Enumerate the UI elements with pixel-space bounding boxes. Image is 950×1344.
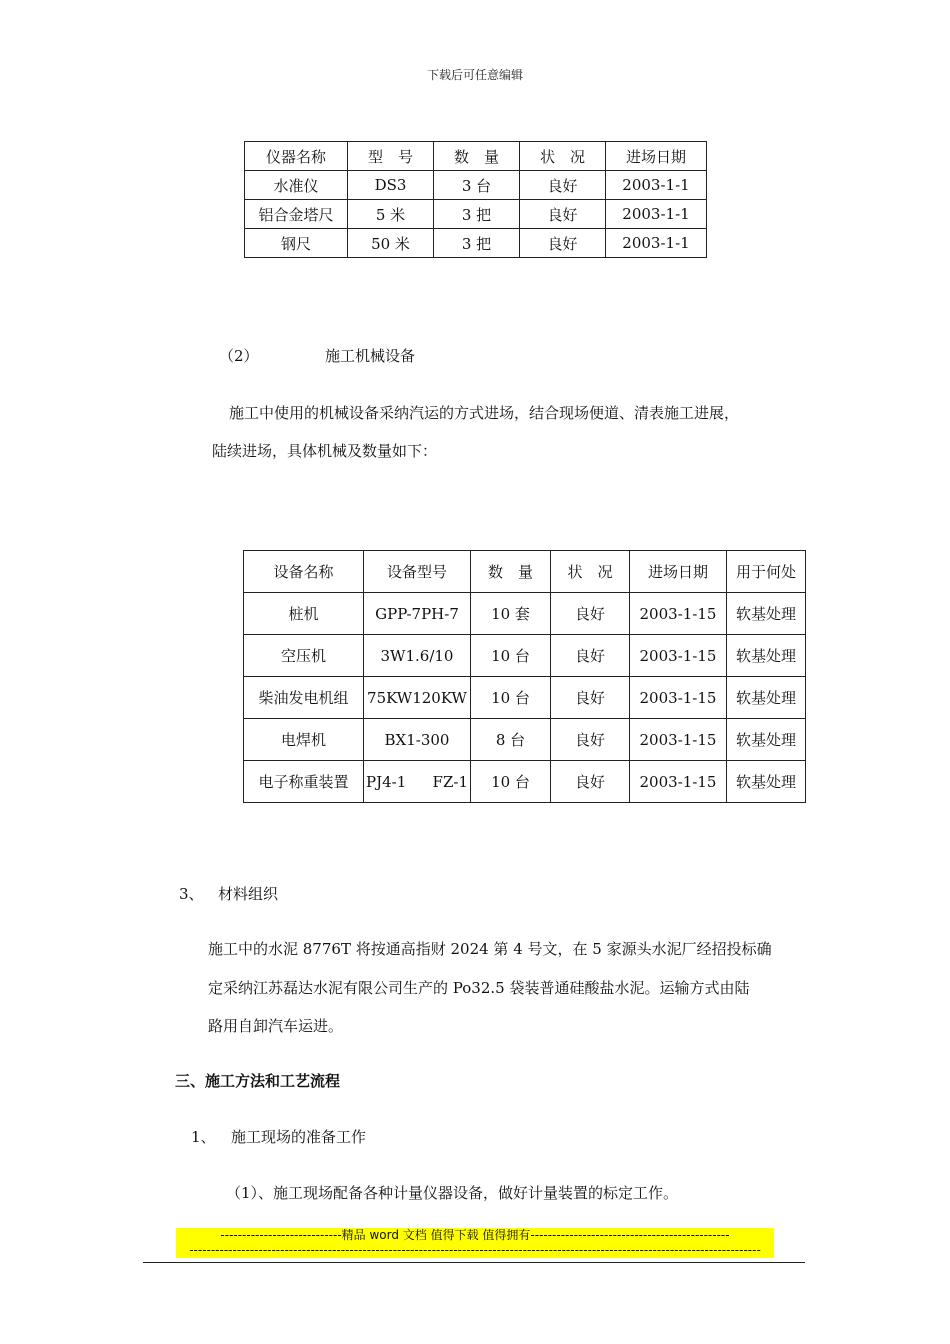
table-cell: 软基处理 bbox=[727, 593, 806, 635]
section-3-number: 3、 bbox=[179, 885, 204, 903]
table-cell: BX1-300 bbox=[364, 719, 471, 761]
table-cell: 柴油发电机组 bbox=[244, 677, 364, 719]
table-cell: 10 台 bbox=[471, 635, 551, 677]
table-cell: 良好 bbox=[520, 171, 606, 200]
table-cell: 电焊机 bbox=[244, 719, 364, 761]
footer-banner bbox=[176, 1228, 774, 1258]
table-cell: 2003-1-15 bbox=[630, 761, 727, 803]
table-cell: 软基处理 bbox=[727, 677, 806, 719]
section-3-paragraph-line-2: 定采纳江苏磊达水泥有限公司生产的 Po32.5 袋装普通硅酸盐水泥。运输方式由陆 bbox=[208, 979, 750, 997]
table-cell: 3W1.6/10 bbox=[364, 635, 471, 677]
table-header-cell: 设备型号 bbox=[364, 551, 471, 593]
table-cell: 2003-1-15 bbox=[630, 677, 727, 719]
section-3-paragraph-line-3: 路用自卸汽车运进。 bbox=[208, 1017, 344, 1035]
instrument-table bbox=[244, 141, 707, 258]
table-cell: 5 米 bbox=[348, 200, 434, 229]
table-header-cell: 数 量 bbox=[434, 142, 520, 171]
table-cell-split-model bbox=[364, 761, 471, 803]
table-cell: 软基处理 bbox=[727, 761, 806, 803]
table-header-cell: 数 量 bbox=[471, 551, 551, 593]
table-row bbox=[244, 719, 806, 761]
table-row bbox=[244, 677, 806, 719]
section-3-paragraph-line-1: 施工中的水泥 8776T 将按通高指财 2024 第 4 号文，在 5 家源头水泥厂经招投标确 bbox=[208, 940, 772, 958]
section-2-title: 施工机械设备 bbox=[325, 347, 416, 365]
footer-banner-line-2: ------------------------------------------------------------------------------------------------------------------------------------ bbox=[189, 1243, 761, 1257]
table-header-cell: 设备名称 bbox=[244, 551, 364, 593]
table-cell: 桩机 bbox=[244, 593, 364, 635]
table-row bbox=[244, 635, 806, 677]
table-cell: 10 套 bbox=[471, 593, 551, 635]
table-cell: 2003-1-15 bbox=[630, 719, 727, 761]
table-row bbox=[244, 761, 806, 803]
table-cell: 8 台 bbox=[471, 719, 551, 761]
table-cell: 良好 bbox=[551, 677, 630, 719]
table-cell: 空压机 bbox=[244, 635, 364, 677]
model-part-left: PJ4-1 bbox=[366, 772, 407, 791]
table-cell: 2003-1-1 bbox=[606, 171, 707, 200]
table-cell: 50 米 bbox=[348, 229, 434, 258]
table-cell: 水准仪 bbox=[245, 171, 348, 200]
table-cell: 3 台 bbox=[434, 171, 520, 200]
table-header-cell: 状 况 bbox=[520, 142, 606, 171]
table-cell: 钢尺 bbox=[245, 229, 348, 258]
table-cell: 良好 bbox=[551, 593, 630, 635]
table-cell: 软基处理 bbox=[727, 719, 806, 761]
section-2-paragraph-line-2: 陆续进场，具体机械及数量如下： bbox=[212, 442, 438, 460]
table-cell: 10 台 bbox=[471, 761, 551, 803]
footer-banner-line-1: ----------------------------精品 word 文档 值得下载 值得拥有---------------------------------------------- bbox=[220, 1228, 730, 1242]
model-part-right: FZ-1 bbox=[432, 772, 468, 791]
table-header-cell: 进场日期 bbox=[630, 551, 727, 593]
section-2-paragraph-line-1: 施工中使用的机械设备采纳汽运的方式进场，结合现场便道、清表施工进展， bbox=[229, 404, 740, 422]
chapter-heading: 三、施工方法和工艺流程 bbox=[175, 1072, 341, 1090]
table-row bbox=[245, 171, 707, 200]
item-1-number: 1、 bbox=[191, 1128, 216, 1146]
table-row bbox=[245, 229, 707, 258]
table-cell: 良好 bbox=[551, 761, 630, 803]
table-header-row bbox=[244, 551, 806, 593]
table-cell: 良好 bbox=[520, 200, 606, 229]
table-header-cell: 状 况 bbox=[551, 551, 630, 593]
table-cell: DS3 bbox=[348, 171, 434, 200]
table-row bbox=[245, 200, 707, 229]
table-cell: 良好 bbox=[520, 229, 606, 258]
table-cell: 2003-1-1 bbox=[606, 200, 707, 229]
table-header-row bbox=[245, 142, 707, 171]
table-cell: 2003-1-15 bbox=[630, 593, 727, 635]
table-row bbox=[244, 593, 806, 635]
table-cell: 3 把 bbox=[434, 229, 520, 258]
footer-rule bbox=[143, 1262, 805, 1263]
section-3-title: 材料组织 bbox=[218, 885, 279, 903]
table-header-cell: 型 号 bbox=[348, 142, 434, 171]
table-cell: GPP-7PH-7 bbox=[364, 593, 471, 635]
table-cell: 3 把 bbox=[434, 200, 520, 229]
table-cell: 10 台 bbox=[471, 677, 551, 719]
item-1-title: 施工现场的准备工作 bbox=[231, 1128, 367, 1146]
table-cell: 75KW120KW bbox=[364, 677, 471, 719]
table-header-cell: 用于何处 bbox=[727, 551, 806, 593]
table-cell: 软基处理 bbox=[727, 635, 806, 677]
table-header-cell: 仪器名称 bbox=[245, 142, 348, 171]
table-cell: 铝合金塔尺 bbox=[245, 200, 348, 229]
item-1-1-text: （1）、施工现场配备各种计量仪器设备，做好计量装置的标定工作。 bbox=[226, 1184, 679, 1202]
table-cell: 2003-1-15 bbox=[630, 635, 727, 677]
table-cell: 良好 bbox=[551, 719, 630, 761]
section-2-number: （2） bbox=[219, 347, 259, 365]
machine-table bbox=[243, 550, 806, 803]
table-header-cell: 进场日期 bbox=[606, 142, 707, 171]
table-cell: 电子称重装置 bbox=[244, 761, 364, 803]
header-note: 下载后可任意编辑 bbox=[426, 68, 523, 82]
table-cell: 2003-1-1 bbox=[606, 229, 707, 258]
table-cell: 良好 bbox=[551, 635, 630, 677]
